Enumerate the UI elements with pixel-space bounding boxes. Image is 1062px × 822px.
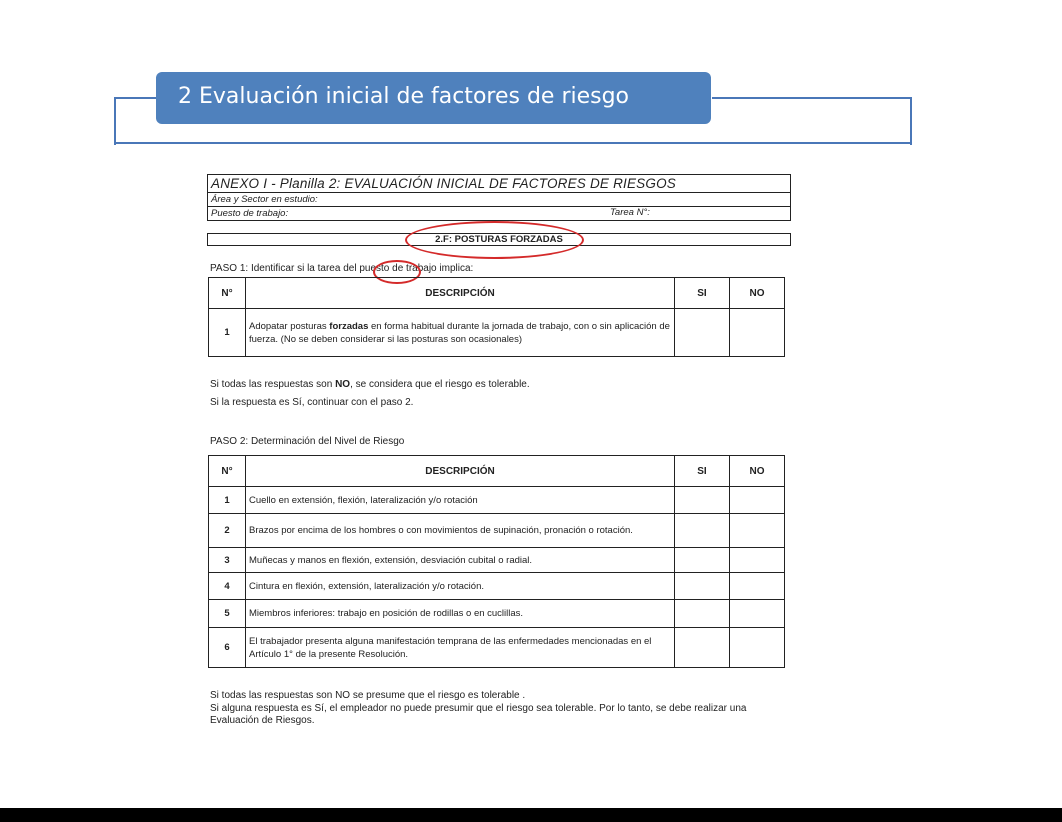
row-num: 1 bbox=[209, 487, 246, 514]
col-desc: DESCRIPCIÓN bbox=[246, 278, 675, 309]
row-no-cell bbox=[730, 514, 785, 548]
col-no: NO bbox=[730, 456, 785, 487]
row-no-cell bbox=[730, 487, 785, 514]
paso1-table bbox=[208, 277, 785, 357]
row-no-cell bbox=[730, 548, 785, 573]
note1-line1: Si todas las respuestas son NO, se considera que el riesgo es tolerable. bbox=[210, 379, 530, 390]
row-num: 2 bbox=[209, 514, 246, 548]
title-frame-left bbox=[114, 97, 158, 145]
row-desc: Adopatar posturas forzadas en forma habitual durante la jornada de trabajo, con o sin aplicación de fuerza. (No se deben considerar si las posturas son ocasionales) bbox=[246, 309, 675, 357]
row-desc: Miembros inferiores: trabajo en posición de rodillas o en cuclillas. bbox=[246, 600, 675, 628]
col-num: N° bbox=[209, 278, 246, 309]
row-si-cell bbox=[675, 548, 730, 573]
col-desc: DESCRIPCIÓN bbox=[246, 456, 675, 487]
row-num: 3 bbox=[209, 548, 246, 573]
row-desc: Brazos por encima de los hombres o con movimientos de supinación, pronación o rotación. bbox=[246, 514, 675, 548]
row-no-cell bbox=[730, 573, 785, 600]
paso2-label: PASO 2: Determinación del Nivel de Riesgo bbox=[210, 436, 405, 447]
document-title: ANEXO I - Planilla 2: EVALUACIÓN INICIAL DE FACTORES DE RIESGOS bbox=[208, 175, 790, 193]
highlight-oval-section bbox=[405, 221, 584, 259]
row-si-cell bbox=[675, 573, 730, 600]
note2 bbox=[210, 690, 770, 728]
row-si-cell bbox=[675, 487, 730, 514]
slide-title: 2 Evaluación inicial de factores de riesgo bbox=[156, 72, 711, 124]
row-num: 5 bbox=[209, 600, 246, 628]
table-row bbox=[209, 628, 785, 668]
row-num: 1 bbox=[209, 309, 246, 357]
note1 bbox=[210, 379, 530, 409]
bottom-bar bbox=[0, 808, 1062, 822]
area-row bbox=[208, 193, 790, 207]
scanned-document bbox=[200, 170, 800, 750]
row-si-cell bbox=[675, 628, 730, 668]
note2-line1: Si todas las respuestas son NO se presume que el riesgo es tolerable . bbox=[210, 690, 526, 701]
puesto-label: Puesto de trabajo: bbox=[211, 208, 289, 219]
table-row bbox=[209, 487, 785, 514]
tarea-label: Tarea N°: bbox=[610, 207, 650, 218]
table-row bbox=[209, 309, 785, 357]
row-si-cell bbox=[675, 514, 730, 548]
table-header-row bbox=[209, 456, 785, 487]
document-header bbox=[207, 174, 791, 221]
row-desc: El trabajador presenta alguna manifestación temprana de las enfermedades mencionadas en el Artículo 1° de la presente Resolución. bbox=[246, 628, 675, 668]
row-num: 4 bbox=[209, 573, 246, 600]
paso1-label: PASO 1: Identificar si la tarea del puesto de trabajo implica: bbox=[210, 263, 474, 274]
col-si: SI bbox=[675, 278, 730, 309]
row-si-cell bbox=[675, 600, 730, 628]
table-row bbox=[209, 600, 785, 628]
note2-line2: Si alguna respuesta es Sí, el empleador no puede presumir que el riesgo sea tolerable. Por lo tanto, se debe realizar una Evaluación de Riesgos. bbox=[210, 702, 747, 726]
paso2-table bbox=[208, 455, 785, 668]
col-si: SI bbox=[675, 456, 730, 487]
row-num: 6 bbox=[209, 628, 246, 668]
table-row bbox=[209, 573, 785, 600]
col-no: NO bbox=[730, 278, 785, 309]
title-frame-right bbox=[712, 97, 912, 145]
table-row bbox=[209, 548, 785, 573]
row-no-cell bbox=[730, 309, 785, 357]
row-desc: Muñecas y manos en flexión, extensión, desviación cubital o radial. bbox=[246, 548, 675, 573]
row-si-cell bbox=[675, 309, 730, 357]
col-num: N° bbox=[209, 456, 246, 487]
row-no-cell bbox=[730, 600, 785, 628]
table-row bbox=[209, 514, 785, 548]
table-header-row bbox=[209, 278, 785, 309]
note1-line2: Si la respuesta es Sí, continuar con el paso 2. bbox=[210, 396, 414, 408]
puesto-row bbox=[208, 207, 790, 220]
row-desc: Cintura en flexión, extensión, lateralización y/o rotación. bbox=[246, 573, 675, 600]
area-label: Área y Sector en estudio: bbox=[211, 194, 318, 205]
row-desc: Cuello en extensión, flexión, lateralización y/o rotación bbox=[246, 487, 675, 514]
section-title: 2.F: POSTURAS FORZADAS bbox=[207, 233, 791, 246]
row-no-cell bbox=[730, 628, 785, 668]
